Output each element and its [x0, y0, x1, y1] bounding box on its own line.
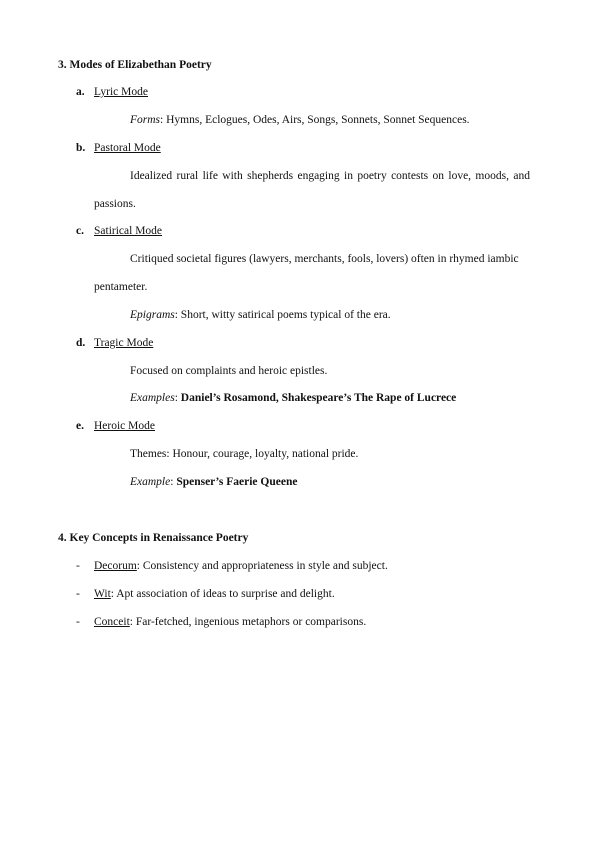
examples-text: Daniel’s Rosamond, Shakespeare’s The Rape of Lucrece [180, 392, 457, 404]
heroic-mode-title: Heroic Mode [94, 420, 155, 432]
epigrams-line [130, 308, 391, 322]
concept-conceit [94, 615, 366, 629]
decorum-term: Decorum [94, 560, 137, 572]
lyric-forms-line [130, 113, 470, 127]
section-3-heading: 3. Modes of Elizabethan Poetry [58, 59, 212, 71]
epigrams-label: Epigrams [130, 309, 175, 321]
examples-label: Examples [130, 392, 175, 404]
pastoral-description-line-2: passions. [94, 198, 136, 210]
examples-separator: : [174, 392, 181, 404]
wit-term: Wit [94, 588, 111, 600]
conceit-term: Conceit [94, 616, 130, 628]
list-marker-e: e. [76, 420, 84, 432]
concept-dash-1: - [76, 560, 80, 572]
concept-dash-2: - [76, 588, 80, 600]
heroic-themes-line: Themes: Honour, courage, loyalty, national pride. [130, 448, 359, 460]
concept-decorum [94, 559, 388, 573]
lyric-mode-title: Lyric Mode [94, 86, 148, 98]
forms-label: Forms [130, 114, 161, 126]
heroic-example-line [130, 475, 297, 489]
tragic-examples-line [130, 391, 456, 405]
tragic-description-line: Focused on complaints and heroic epistles. [130, 365, 328, 377]
tragic-mode-title: Tragic Mode [94, 337, 154, 349]
concept-wit [94, 587, 335, 601]
epigrams-text: : Short, witty satirical poems typical of the era. [174, 309, 391, 321]
section-4-heading: 4. Key Concepts in Renaissance Poetry [58, 532, 249, 544]
decorum-text: : Consistency and appropriateness in style and subject. [136, 560, 388, 572]
list-marker-a: a. [76, 86, 85, 98]
satirical-description-line-1: Critiqued societal figures (lawyers, merchants, fools, lovers) often in rhymed iambic [130, 253, 519, 265]
list-marker-b: b. [76, 142, 86, 154]
satirical-mode-title: Satirical Mode [94, 225, 163, 237]
conceit-text: : Far-fetched, ingenious metaphors or comparisons. [129, 616, 367, 628]
list-marker-c: c. [76, 225, 84, 237]
example-label: Example [130, 476, 171, 488]
example-text: Spenser’s Faerie Queene [176, 476, 298, 488]
list-marker-d: d. [76, 337, 86, 349]
pastoral-description-line-1: Idealized rural life with shepherds engaging in poetry contests on love, moods, and [130, 170, 530, 182]
satirical-description-line-2: pentameter. [94, 281, 148, 293]
wit-text: : Apt association of ideas to surprise and delight. [110, 588, 335, 600]
concept-dash-3: - [76, 616, 80, 628]
example-separator: : [170, 476, 177, 488]
pastoral-mode-title: Pastoral Mode [94, 142, 161, 154]
forms-text: : Hymns, Eclogues, Odes, Airs, Songs, Sonnets, Sonnet Sequences. [160, 114, 470, 126]
